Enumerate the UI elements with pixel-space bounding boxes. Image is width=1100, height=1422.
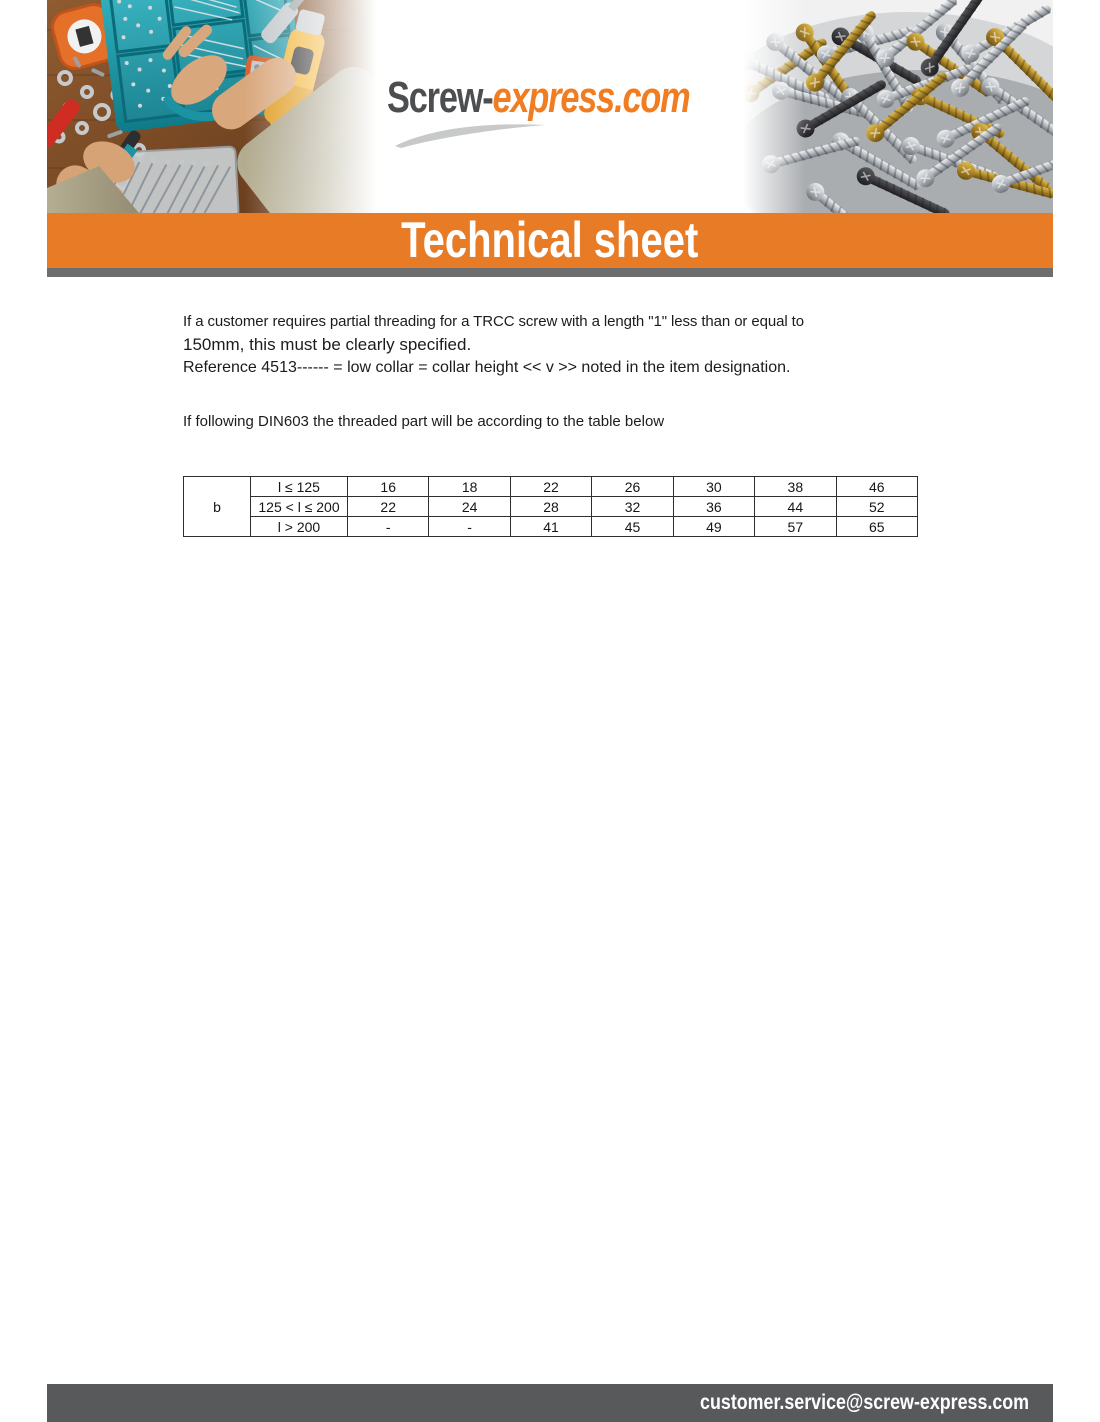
table-cell: 26	[592, 477, 673, 497]
table-cell: 22	[348, 497, 429, 517]
table-cell: -	[348, 517, 429, 537]
table-row-1	[184, 477, 918, 497]
threading-table	[183, 476, 918, 537]
logo-wordmark	[387, 74, 690, 122]
logo-text-orange: express.com	[492, 73, 690, 122]
table-row-2	[184, 497, 918, 517]
logo-text-gray: Screw-	[387, 73, 493, 122]
table-row-3	[184, 517, 918, 537]
workbench-photo-graphic	[47, 0, 387, 213]
table-cell: 44	[755, 497, 836, 517]
table-cell: -	[429, 517, 510, 537]
table-cell: 49	[673, 517, 754, 537]
intro-line-3: Reference 4513------ = low collar = collar height << v >> noted in the item designation.	[183, 359, 791, 376]
footer	[47, 1384, 1053, 1422]
screws-pile-graphic	[743, 0, 1053, 213]
header	[47, 0, 1053, 213]
intro-line-1: If a customer requires partial threading for a TRCC screw with a length "1" less than or equal to	[183, 313, 804, 330]
footer-email[interactable]: customer.service@screw-express.com	[700, 1391, 1029, 1414]
workbench-photo	[47, 0, 387, 213]
page-title: Technical sheet	[401, 213, 699, 268]
table-cell: 16	[348, 477, 429, 497]
page-content	[47, 0, 1053, 1422]
row-1-label: l ≤ 125	[251, 477, 348, 497]
din-note: If following DIN603 the threaded part will be according to the table below	[183, 413, 665, 430]
table-cell: 28	[510, 497, 591, 517]
table-cell: 36	[673, 497, 754, 517]
table-cell: 65	[836, 517, 917, 537]
table-cell: 18	[429, 477, 510, 497]
row-2-label: 125 < l ≤ 200	[251, 497, 348, 517]
logo	[387, 74, 735, 194]
table-cell: 57	[755, 517, 836, 537]
intro-line-2: 150mm, this must be clearly specified.	[183, 335, 472, 354]
table-corner-cell: b	[184, 477, 251, 537]
table-cell: 30	[673, 477, 754, 497]
table-cell: 46	[836, 477, 917, 497]
table-cell: 24	[429, 497, 510, 517]
intro-paragraph	[183, 310, 804, 379]
logo-swoosh	[391, 120, 549, 148]
table-cell: 45	[592, 517, 673, 537]
screws-pile-photo	[743, 0, 1053, 213]
banner-shadow-bar	[47, 268, 1053, 277]
table-cell: 32	[592, 497, 673, 517]
table-cell: 38	[755, 477, 836, 497]
table-cell: 41	[510, 517, 591, 537]
row-3-label: l > 200	[251, 517, 348, 537]
table-cell: 22	[510, 477, 591, 497]
title-banner	[47, 213, 1053, 268]
table-cell: 52	[836, 497, 917, 517]
